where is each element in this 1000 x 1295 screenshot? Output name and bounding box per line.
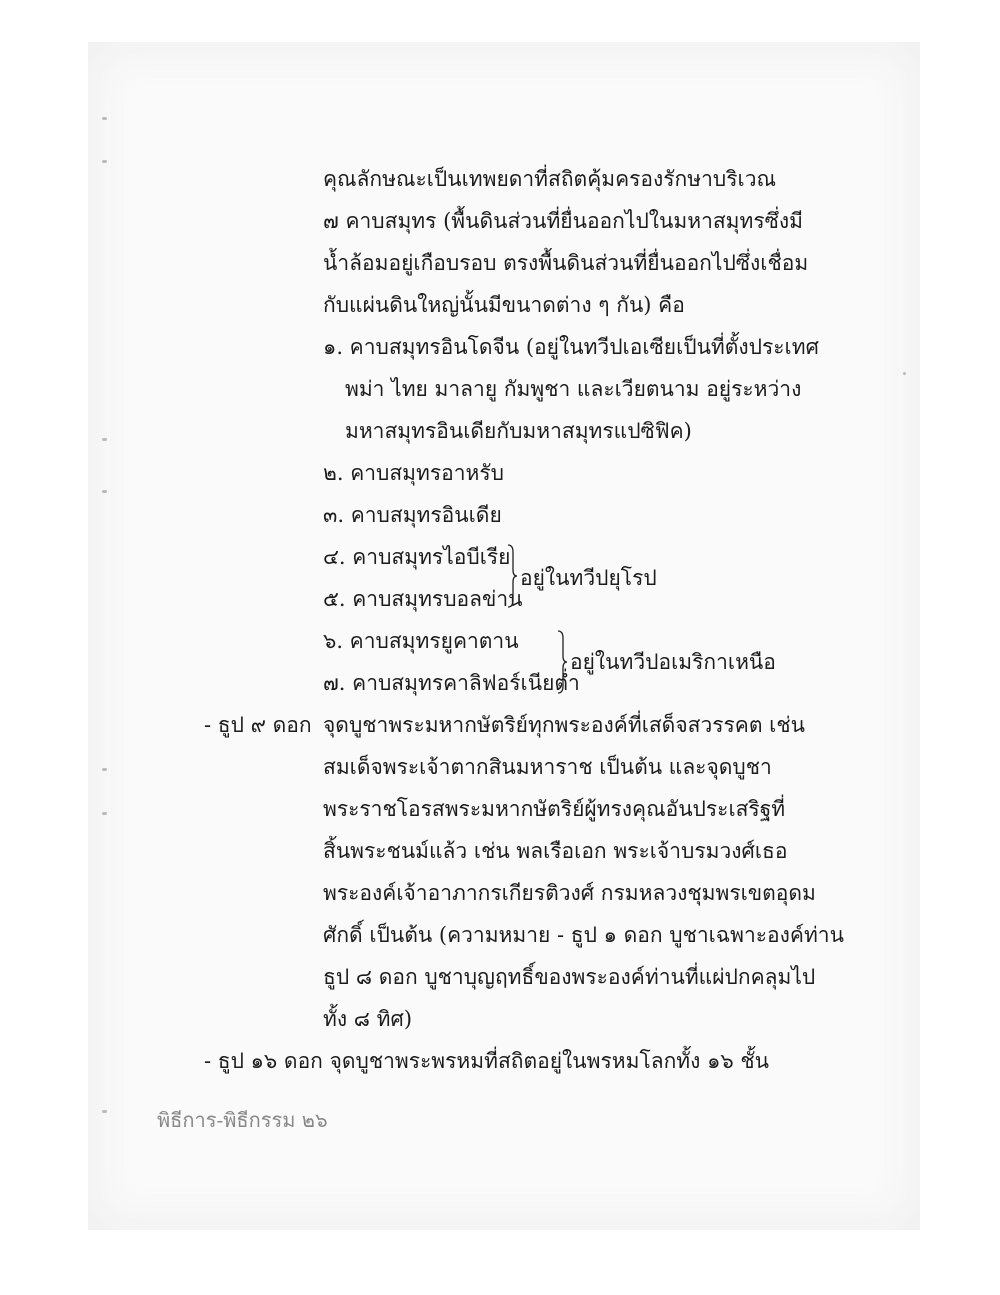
margin-speck — [102, 160, 107, 163]
margin-speck — [102, 117, 107, 120]
list-item-continuation: มหาสมุทรอินเดียกับมหาสมุทรแปซิฟิค) — [345, 419, 692, 443]
incense-9-line: พระราชโอรสพระมหากษัตริย์ผู้ทรงคุณอันประเสริฐที่ — [323, 797, 786, 821]
margin-speck — [102, 490, 107, 493]
incense-9-line: ศักดิ์ เป็นต้น (ความหมาย - ธูป ๑ ดอก บูชาเฉพาะองค์ท่าน — [323, 923, 844, 947]
margin-speck — [102, 812, 107, 815]
margin-speck — [903, 372, 906, 375]
incense-9-line: พระองค์เจ้าอาภากรเกียรติวงศ์ กรมหลวงชุมพรเขตอุดม — [323, 881, 816, 905]
intro-line: คุณลักษณะเป็นเทพยดาที่สถิตคุ้มครองรักษาบริเวณ — [323, 167, 776, 191]
page-footer: พิธีการ-พิธีกรรม ๒๖ — [157, 1108, 328, 1132]
intro-line: ๗ คาบสมุทร (พื้นดินส่วนที่ยื่นออกไปในมหาสมุทรซึ่งมี — [323, 209, 803, 233]
list-item: ๖. คาบสมุทรยูคาตาน — [323, 629, 519, 653]
list-item: ๔. คาบสมุทรไอบีเรีย — [323, 545, 511, 569]
europe-brace — [507, 544, 517, 608]
incense-9-line: สิ้นพระชนม์แล้ว เช่น พลเรือเอก พระเจ้าบรมวงศ์เธอ — [323, 839, 788, 863]
incense-9-label: - ธูป ๙ ดอก — [204, 713, 312, 737]
list-item: ๗. คาบสมุทรคาลิฟอร์เนียต่ำ — [323, 671, 580, 695]
america-brace — [557, 630, 567, 694]
list-item: ๕. คาบสมุทรบอลข่าน — [323, 587, 523, 611]
intro-line: น้ำล้อมอยู่เกือบรอบ ตรงพื้นดินส่วนที่ยื่นออกไปซึ่งเชื่อม — [323, 251, 809, 275]
intro-line: กับแผ่นดินใหญ่นั้นมีขนาดต่าง ๆ กัน) คือ — [323, 293, 685, 317]
incense-9-line: สมเด็จพระเจ้าตากสินมหาราช เป็นต้น และจุดบูชา — [323, 755, 772, 779]
incense-9-line: ธูป ๘ ดอก บูชาบุญฤทธิ์ของพระองค์ท่านที่แผ่ปกคลุมไป — [323, 965, 816, 989]
margin-speck — [102, 768, 107, 771]
margin-speck — [102, 1110, 107, 1113]
america-note: อยู่ในทวีปอเมริกาเหนือ — [570, 650, 776, 674]
list-item: ๒. คาบสมุทรอาหรับ — [323, 461, 505, 485]
list-item: ๓. คาบสมุทรอินเดีย — [323, 503, 502, 527]
list-item-continuation: พม่า ไทย มาลายู กัมพูชา และเวียตนาม อยู่ระหว่าง — [345, 377, 802, 401]
incense-16-line: - ธูป ๑๖ ดอก จุดบูชาพระพรหมที่สถิตอยู่ในพรหมโลกทั้ง ๑๖ ชั้น — [204, 1049, 770, 1073]
incense-9-line: ทั้ง ๘ ทิศ) — [323, 1007, 413, 1031]
margin-speck — [102, 438, 107, 441]
list-item: ๑. คาบสมุทรอินโดจีน (อยู่ในทวีปเอเซียเป็นที่ตั้งประเทศ — [323, 335, 819, 359]
europe-note: อยู่ในทวีปยุโรป — [520, 566, 657, 590]
incense-9-line: จุดบูชาพระมหากษัตริย์ทุกพระองค์ที่เสด็จสวรรคต เช่น — [323, 713, 805, 737]
